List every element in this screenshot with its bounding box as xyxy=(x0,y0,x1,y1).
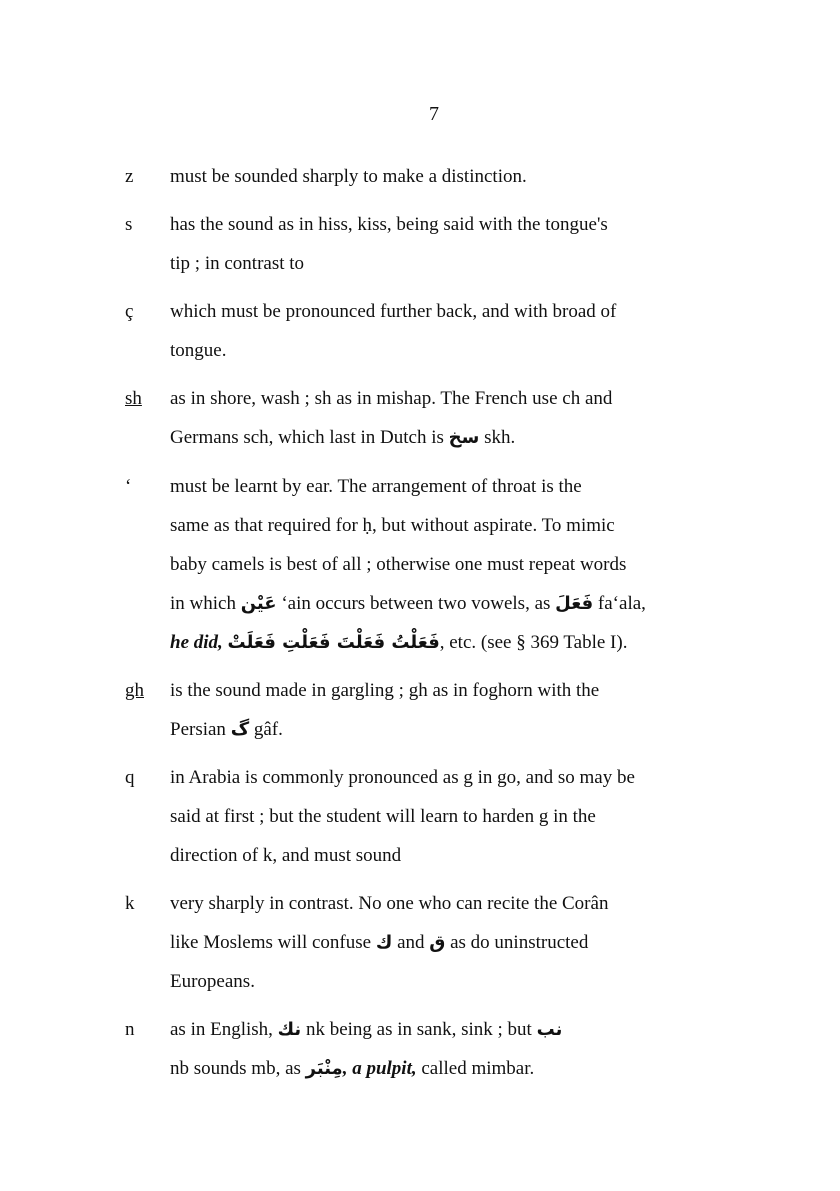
arabic-word: ق xyxy=(429,932,446,953)
text-line: must be learnt by ear. The arrangement of throat is the xyxy=(170,476,582,497)
text-segment: faʻala, xyxy=(597,593,646,614)
entry-text xyxy=(170,379,755,457)
entry-text xyxy=(170,671,755,749)
text-line: baby camels is best of all ; otherwise one must repeat words xyxy=(170,554,627,575)
text-segment: called mimbar. xyxy=(421,1058,535,1079)
arabic-word: ك xyxy=(375,932,393,953)
arabic-word: عَيْن xyxy=(240,593,277,614)
entry-text xyxy=(170,758,755,875)
text-line: same as that required for ḥ, but without aspirate. To mimic xyxy=(170,515,615,536)
arabic-word: نب xyxy=(536,1019,563,1040)
text-line: Europeans. xyxy=(170,971,255,992)
text-line: said at first ; but the student will learn to harden g in the xyxy=(170,806,596,827)
text-line: must be sounded sharply to make a distinction. xyxy=(170,166,527,187)
text-segment: and xyxy=(397,932,425,953)
text-line: in Arabia is commonly pronounced as g in go, and so may be xyxy=(170,767,635,788)
text-line: tongue. xyxy=(170,340,227,361)
text-line xyxy=(170,623,755,662)
text-line: is the sound made in gargling ; gh as in foghorn with the xyxy=(170,680,600,701)
text-line: tip ; in contrast to xyxy=(170,253,305,274)
entry-key: s xyxy=(125,214,133,235)
text-segment: in which xyxy=(170,593,236,614)
text-line: direction of k, and must sound xyxy=(170,845,402,866)
entry-text xyxy=(170,467,755,662)
text-segment: nb sounds mb, as xyxy=(170,1058,301,1079)
entry-text xyxy=(170,205,755,283)
entry-key: ç xyxy=(125,301,134,322)
entry-text xyxy=(170,1010,755,1088)
text-line xyxy=(170,1010,755,1049)
arabic-word: فَعَلْتُ فَعَلْتَ فَعَلْتِ فَعَلَتْ xyxy=(227,632,440,653)
entry-key: n xyxy=(125,1019,135,1040)
text-line xyxy=(170,923,755,962)
entry-key: z xyxy=(125,166,134,187)
text-line xyxy=(170,710,755,749)
entry-text xyxy=(170,157,755,196)
text-segment: Persian xyxy=(170,719,226,740)
text-line: has the sound as in hiss, kiss, being said with the tongue's xyxy=(170,214,608,235)
text-segment: skh. xyxy=(484,427,516,448)
text-line: very sharply in contrast. No one who can recite the Corân xyxy=(170,893,609,914)
text-line xyxy=(170,584,755,623)
arabic-word: سخ xyxy=(448,427,480,448)
entry-text xyxy=(170,884,755,1001)
text-segment: ʻain occurs between two vowels, as xyxy=(281,593,551,614)
text-segment: gâf. xyxy=(253,719,283,740)
arabic-word: نك xyxy=(277,1019,302,1040)
text-segment: as do uninstructed xyxy=(450,932,589,953)
text-segment: as in English, xyxy=(170,1019,273,1040)
entry-key: sh xyxy=(125,388,142,409)
text-line xyxy=(170,1049,755,1088)
text-line: as in shore, wash ; sh as in mishap. The French use ch and xyxy=(170,388,613,409)
entry-text xyxy=(170,292,755,370)
entry-key: ʻ xyxy=(125,476,132,497)
arabic-word: گ xyxy=(230,719,250,740)
arabic-word: مِنْبَر xyxy=(305,1058,343,1079)
text-segment: Germans sch, which last in Dutch is xyxy=(170,427,444,448)
entry-key: q xyxy=(125,767,135,788)
text-line xyxy=(170,418,755,457)
italic-gloss: , a pulpit, xyxy=(342,1058,417,1079)
text-line: which must be pronounced further back, and with broad of xyxy=(170,301,617,322)
text-segment: , etc. (see § 369 Table I). xyxy=(439,632,628,653)
page-number: 7 xyxy=(429,103,439,125)
text-segment: like Moslems will confuse xyxy=(170,932,372,953)
italic-gloss: he did, xyxy=(170,632,223,653)
entry-key: k xyxy=(125,893,135,914)
arabic-word: فَعَلَ xyxy=(555,593,594,614)
entry-key: gh xyxy=(125,680,144,701)
text-segment: nk being as in sank, sink ; but xyxy=(305,1019,532,1040)
